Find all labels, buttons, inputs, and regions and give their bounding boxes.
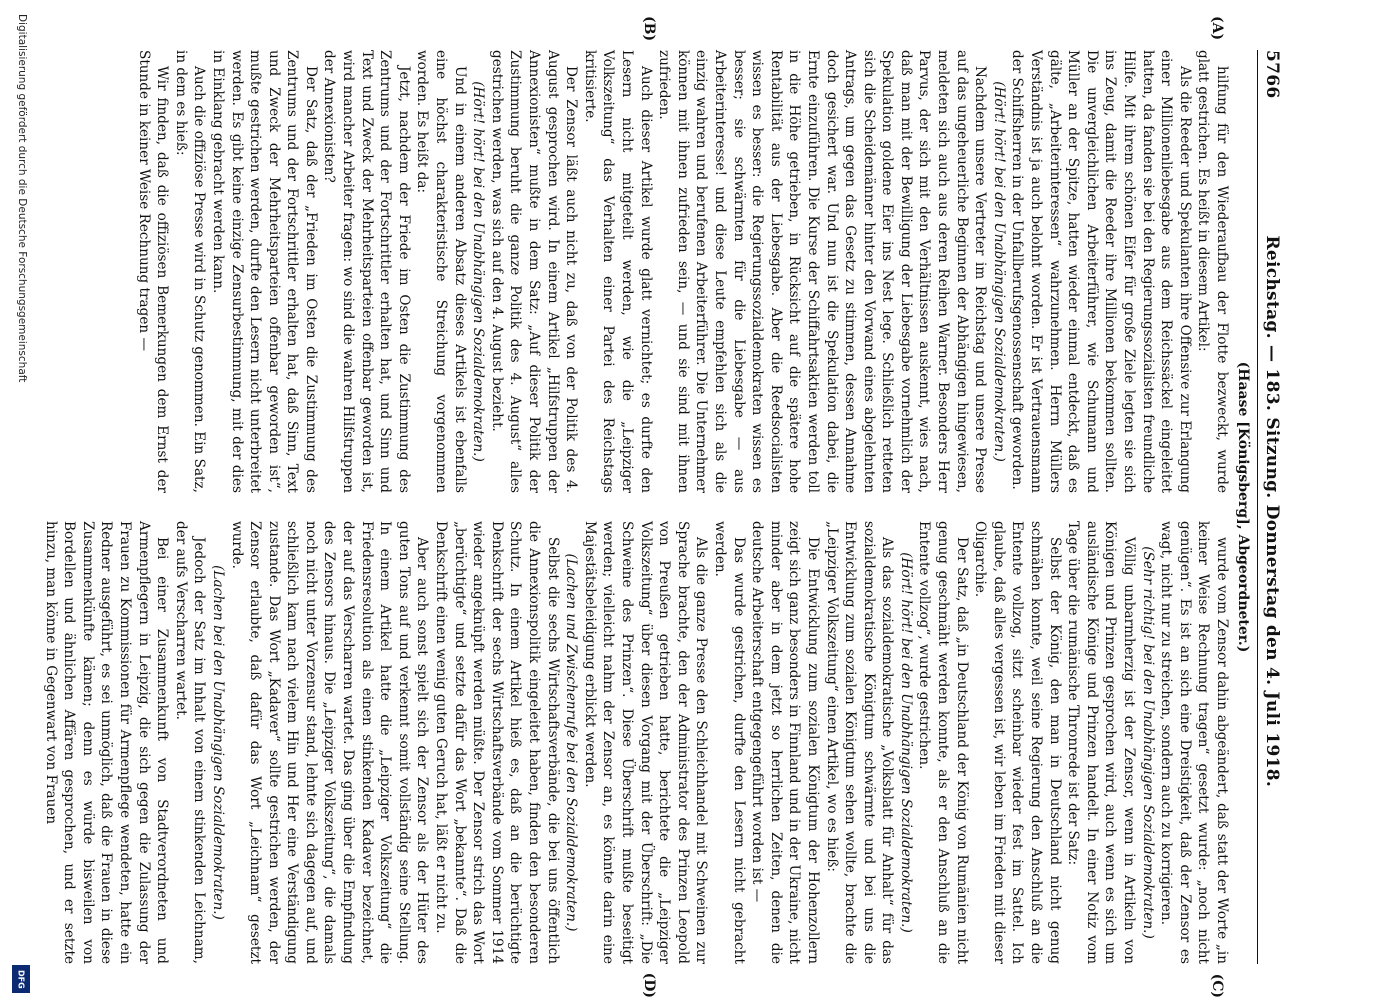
paragraph: Bei einer Zusammenkunft von Stadtverordneten und Armenpflegern in Leipzig, die sich gegen die Zulassung der Frauen zu Kommissionen für Armenpflege wendeten, hatte ein Redner ausgeführt, es sei unmöglich, daß die Frauen in diese Zusammenkünfte kämen; denn es würde bisweilen von Bordellen und ähnlichen Affären gesprochen, und er setzte hinzu, man könne in Gegenwart von Frauen <box>42 521 171 964</box>
paragraph: Als die ganze Presse den Schleichhandel mit Schweinen zur Sprache brachte, den der Administrator des Prinzen Leopold von Preußen getrieben hatte, berichtete die „Leipziger Volkszeitung“ über diesen Vorgang mit der Überschrift: „Die Schweine des Prinzen“. Diese Überschrift mußte beseitigt werden; vielleicht nahm der Zensor an, es könnte darin eine Majestätsbeleidigung erblickt werden. <box>581 521 710 964</box>
paragraph: Der Satz, daß der „Frieden im Osten die Zustimmung des Zentrums und der Fortschrittler erhalten hat, daß Sinn, Text und Zweck der Mehrheitsparteien offenbar geworden ist“, mußte gestrichen werden, durfte den Lesern nicht unterbreitet werden. Es gibt keine einzige Zensurbestimmung, mit der dies in Einklang gebracht werden kann. <box>209 50 319 493</box>
paragraph: Der Satz, daß „in Deutschland der König von Rumänien nicht genug geschmäht werden konnte, als er den Anschluß an die Entente vollzog“, wurde gestrichen. <box>916 521 970 964</box>
paragraph: (Hört! hört! bei den Unabhängigen Sozialdemokraten.) <box>990 81 1007 462</box>
margin-marker-d: (D) <box>641 972 657 998</box>
dfg-logo: DFG <box>12 965 30 993</box>
paragraph: Aber auch sonst spielt sich der Zensor als der Hüter des guten Tons auf und verkennt somit vollständig seine Stellung. In einem Artikel hatte die „Leipziger Volkszeitung“ die Friedensresolution als einen stinkenden Kadaver bezeichnet, der auf das Verscharren wartet. Das ging über die Empfindung des Zensors hinaus. Die „Leipziger Volkszeitung“, die damals noch nicht unter Vorzensur stand, lehnte sich dagegen auf, und schließlich kam nach vielem Hin und Her eine Verständigung zustande. Das Wort „Kadaver“ sollte gestrichen werden, der Zensor erlaubte, daß dafür das Wort „Leichnam“ gesetzt wurde. <box>228 521 431 964</box>
paragraph: Nachdem unsere Vertreter im Reichstag und unsere Presse auf das ungeheuerliche Beginnen der Abhängigen hingewiesen, meldeten sich auch aus deren Reihen Warner. Besonders Herr Parvus, der sich mit den Verhältnissen auskennt, wies nach, daß man mit der Bewilligung der Liebesgabe vornehmlich der Spekulation goldene Eier ins Nest lege. Schließlich retteten sich die Scheidemänner hinter den Vorwand eines abgelehnten Antrags, um gegen das Gesetz zu stimmen, dessen Annahme doch gesichert war. Und nun ist die Spekulation dabei, die Ernte einzuführen. Die Kurse der Schiffahrtsaktien werden toll in die Höhe getrieben, in Rücksicht auf die spätere hohe Rentabilität aus der Liebesgabe. Aber die Reedsocialisten wissen es besser: die Regierungssozialdemokraten wissen es besser; sie schwärmten für die Liebesgabe — aus Arbeiterinteresse! und diese Leute empfehlen sich als die einzig wahren und berufenen Arbeiterführer. Die Unternehmer können mit ihnen zufrieden sein, — und sie sind mit ihnen zufrieden. <box>656 50 989 493</box>
margin-marker-c: (C) <box>1209 973 1225 998</box>
paragraph: Der Zensor läßt auch nicht zu, daß von der Politik des 4. August gesprochen wird. In einem Artikel „Hilfstruppen der Annexionisten“ mußte in dem Satz: „Auf dieser Politik der Zustimmung beruht die ganze Politik des 4. August“ alles gestrichen werden, was sich auf den 4. August bezieht. <box>488 50 580 493</box>
paragraph: Wir finden, daß die offiziösen Bemerkungen dem Ernst der Stunde in keiner Weise Rechnung tragen — <box>135 50 171 493</box>
paragraph: Und in einem anderen Absatz dieses Artikels ist ebenfalls eine höchst charakteristische Streichung vorgenommen worden. Es heißt da: <box>414 50 468 493</box>
page-title: Reichstag. — 183. Sitzung. Donnerstag den 4. Juli 1918. <box>1262 235 1282 788</box>
paragraph: Als das sozialdemokratische „Volksblatt für Anhalt“ für das sozialdemokratische Königtum schwärmte und bei uns die Entwicklung zum sozialen Königtum sehen wollte, brachte die „Leipziger Volkszeitung“ einen Artikel, wo es hieß: <box>823 521 896 964</box>
page-header <box>1257 50 1282 964</box>
page-number: 5766 <box>1262 50 1282 99</box>
paragraph: Auch dieser Artikel wurde glatt vernichtet; es durfte den Lesern nicht mitgeteilt werden, wie die „Leipziger Volkszeitung“ das Verhalten einer Partei des Reichstags kritisierte. <box>581 50 654 493</box>
paragraph: (Hört! hört! bei den Unabhängigen Sozialdemokraten.) <box>897 552 914 933</box>
paragraph: Als die Reeder und Spekulanten ihre Offensive zur Erlangung einer Millionenliebesgabe aus dem Reichssäckel eingeleitet hatten, da fanden sie bei den Regierungssozialisten freundliche Hilfe. Mit ihrem schönen Eifer für große Ziele legten sie sich ins Zeug, damit die Reeder ihre Millionen bekommen sollten. Die unvergleichlichen Arbeiterführer, wie Schumann und Müller an der Spitze, hatten wieder einmal entdeckt, daß es gälte, „Arbeiterinteressen“ wahrzunehmen. Herrn Müllers Verständnis ist ja auch belohnt worden. Er ist Vertrauensmann der Schiffsherren in der Unfallberufsgenossenschaft geworden. <box>1009 50 1193 493</box>
paragraph: Völlig unbarmherzig ist der Zensor, wenn in Artikeln von Königen und Prinzen gesprochen wird, auch wenn es sich um ausländische Könige und Prinzen handelt. In einer Notiz vom Tage über die rumänische Thronrede ist der Satz: <box>1065 521 1138 964</box>
margin-marker-a: (A) <box>1209 16 1225 41</box>
footer-strip <box>10 0 32 1000</box>
paragraph: Jetzt, nachdem der Friede im Osten die Zustimmung des Zentrums und der Fortschrittler erhalten hat, und Sinn und Text und Zweck der Mehrheitsparteien offenbar geworden ist, wird mancher Arbeiter fragen: wo sind die wahren Hilfstruppen der Annexionisten? <box>321 50 412 493</box>
paragraph: Das wurde gestrichen, durfte den Lesern nicht gebracht werden. <box>711 521 747 964</box>
paragraph: Die Entwicklung zum sozialen Königtum der Hohenzollern zeigt sich ganz besonders in Finnland und in der Ukraine, nicht minder aber in dem jetzt so herrlichen Zeiten, denen die deutsche Arbeiterschaft entgegengeführt worden ist — <box>749 521 821 964</box>
digitization-note: Digitalisierung gefördert durch die Deutsche Forschungsgemeinschaft <box>16 14 28 383</box>
text-columns <box>41 16 1231 998</box>
speaker-line: (Haase [Königsberg], Abgeordneter.) <box>1235 361 1251 653</box>
paragraph: hilfung für den Wiederaufbau der Flotte bezweckt, wurde glatt gestrichen. Es heißt in diesem Artikel: <box>1195 50 1230 493</box>
paragraph: Jedoch der Satz im Inhalt von einem stinkenden Leichnam, der aufs Verscharren wartet. <box>172 521 208 964</box>
paragraph: Selbst der König, den man in Deutschland nicht genug schmähen konnte, weil seine Regierung den Anschluß an die Entente vollzog, sitzt scheinbar wieder fest im Sattel. Ich glaube, daß alles vergessen ist, wir leben im Frieden mit dieser Oligarchie. <box>972 521 1063 964</box>
right-column <box>41 521 1231 964</box>
margin-marker-b: (B) <box>641 16 657 42</box>
paragraph: (Lachen bei den Unabhängigen Sozialdemokraten.) <box>209 565 226 920</box>
left-column <box>41 50 1231 493</box>
paragraph: (Lachen und Zwischenrufe bei den Sozialdemokraten.) <box>563 553 580 932</box>
paragraph: wurde vom Zensor dahin abgeändert, daß statt der Worte „in keiner Weise Rechnung tragen“ gesetzt wurde: „noch nicht genügen“. Es ist an sich eine Dreistigkeit, daß der Zensor es wagt, nicht nur zu streichen, sondern auch zu korrigieren. <box>1158 521 1230 964</box>
paragraph: Selbst die sechs Wirtschaftsverbände, die bei uns öffentlich die Annexionspolitik eingeleitet haben, finden den besonderen Schutz. In einem Artikel hieß es, daß an die berüchtigte Denkschrift der sechs Wirtschaftsverbände vom Sommer 1914 wieder angeknüpft werden müßte. Der Zensor strich das Wort „berüchtigte“ und setzte dafür das Wort „bekannte“. Daß die Denkschrift einen wenig guten Geruch hat, läßt er nicht zu. <box>433 521 561 964</box>
paragraph: (Hört! hört! bei den Unabhängigen Sozialdemokraten.) <box>470 81 487 462</box>
paragraph: Auch die offiziöse Presse wird in Schutz genommen. Ein Satz, in dem es hieß: <box>172 50 208 493</box>
paragraph: (Sehr richtig! bei den Unabhängigen Sozialdemokraten.) <box>1139 546 1156 939</box>
